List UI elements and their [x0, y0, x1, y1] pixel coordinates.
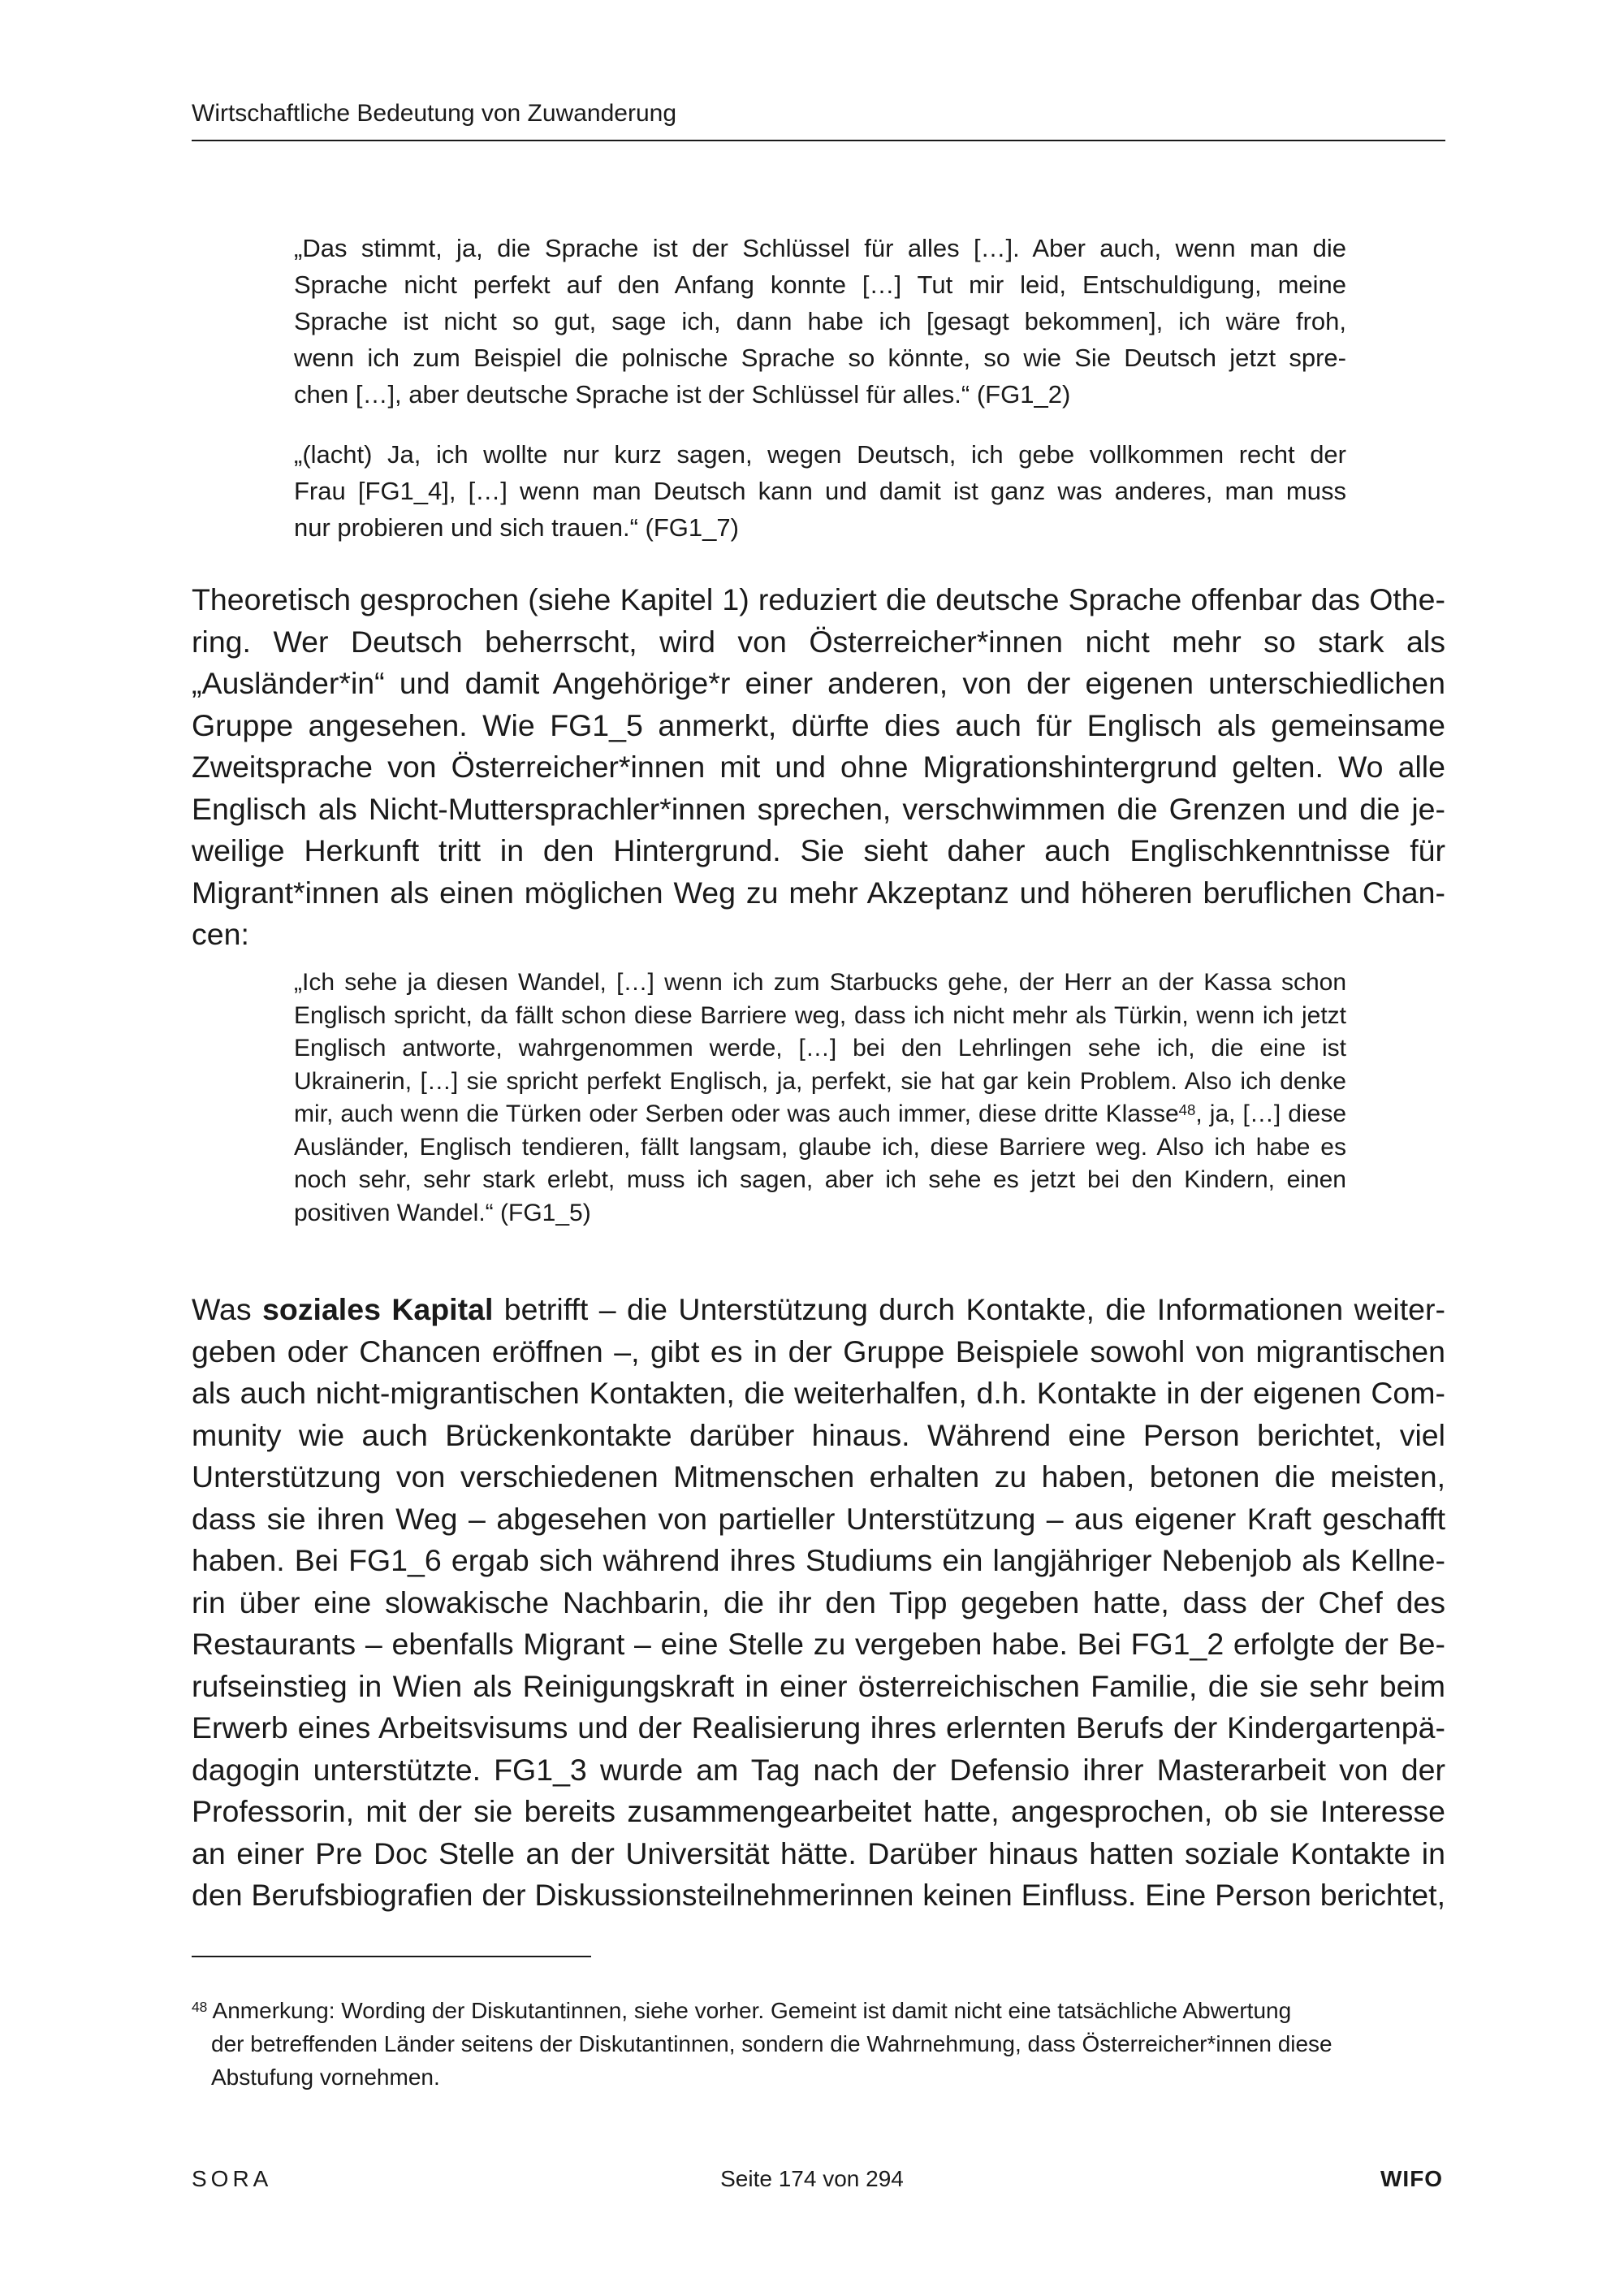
paragraph-text: betrifft – die Unterstützung durch Kontakte, die Informationen weiter-: [493, 1292, 1445, 1326]
footnote-text: Anmerkung: Wording der Diskutantinnen, siehe vorher. Gemeint ist damit nicht eine tatsächliche Abwertung: [207, 1998, 1292, 2023]
paragraph-line: dass sie ihren Weg – abgesehen von partieller Unterstützung – aus eigener Kraft geschafft: [192, 1501, 1445, 1536]
quote-line: Sprache ist nicht so gut, sage ich, dann habe ich [gesagt bekommen], ich wäre froh,: [294, 307, 1346, 335]
paragraph-line: dagogin unterstützte. FG1_3 wurde am Tag nach der Defensio ihrer Masterarbeit von der: [192, 1752, 1445, 1787]
paragraph-line: [192, 1289, 1445, 1331]
paragraph-line: an einer Pre Doc Stelle an der Universität hätte. Darüber hinaus hatten soziale Kontakte in: [192, 1836, 1445, 1870]
paragraph-line: Erwerb eines Arbeitsvisums und der Realisierung ihres erlernten Berufs der Kindergartenpä-: [192, 1710, 1445, 1745]
paragraph-line: munity wie auch Brückenkontakte darüber hinaus. Während eine Person berichtet, viel: [192, 1417, 1445, 1452]
quote-line: chen […], aber deutsche Sprache ist der Schlüssel für alles.“ (FG1_2): [294, 380, 1071, 409]
paragraph-line: geben oder Chancen eröffnen –, gibt es in der Gruppe Beispiele sowohl von migrantischen: [192, 1334, 1445, 1369]
paragraph-text: Was: [192, 1292, 263, 1326]
paragraph-line: rufseinstieg in Wien als Reinigungskraft in einer österreichischen Familie, die sie sehr beim: [192, 1668, 1445, 1703]
quote-text: , ja, […] diese Ausländer, Englisch tendieren, fällt langsam, glaube ich, diese Barriere weg. Also ich habe es noch sehr, sehr stark erlebt, muss ich sagen, aber ich sehe es jetzt bei den Kindern, einen positiven Wandel.“ (FG1_5): [294, 1100, 1347, 1226]
paragraph-line: Zweitsprache von Österreicher*innen mit und ohne Migrationshintergrund gelten. Wo alle: [192, 750, 1445, 784]
quote-fg1-5: [294, 966, 1346, 1230]
footer-sora-logo: SORA: [192, 2166, 273, 2191]
paragraph-line: als auch nicht-migrantischen Kontakten, die weiterhalfen, d.h. Kontakte in der eigenen Com-: [192, 1376, 1445, 1410]
footnote-line: der betreffenden Länder seitens der Diskutantinnen, sondern die Wahrnehmung, dass Österreicher*innen diese: [211, 2031, 1332, 2056]
quote-line: Sprache nicht perfekt auf den Anfang konnte […] Tut mir leid, Entschuldigung, meine: [294, 270, 1346, 299]
paragraph-line: „Ausländer*in“ und damit Angehörige*r einer anderen, von der eigenen unterschiedlichen: [192, 666, 1445, 700]
paragraph-line: Migrant*innen als einen möglichen Weg zu mehr Akzeptanz und höheren beruflichen Chan-: [192, 875, 1445, 910]
paragraph-line: Theoretisch gesprochen (siehe Kapitel 1) reduziert die deutsche Sprache offenbar das Othe-: [192, 582, 1445, 616]
footnote-48: [192, 1994, 1445, 2094]
quote-line: Frau [FG1_4], […] wenn man Deutsch kann und damit ist ganz was anderes, man muss: [294, 477, 1346, 505]
paragraph-line: Professorin, mit der sie bereits zusammengearbeitet hatte, angesprochen, ob sie Interesse: [192, 1794, 1445, 1828]
quote-fg1-7: [294, 436, 1346, 546]
body-paragraph-othering: [192, 579, 1445, 956]
paragraph-line: weilige Herkunft tritt in den Hintergrund. Sie sieht daher auch Englischkenntnisse für: [192, 833, 1445, 867]
quote-line: „Das stimmt, ja, die Sprache ist der Schlüssel für alles […]. Aber auch, wenn man die: [294, 234, 1346, 262]
quote-text: „Ich sehe ja diesen Wandel, […] wenn ich zum Starbucks gehe, der Herr an der Kassa schon Englisch spricht, da fällt schon diese Barriere weg, dass ich nicht mehr als Türkin, wenn ich jetzt Englisch antworte, wahrgenommen werde, […] bei den Lehrlingen sehe ich, die eine ist Ukrainerin, […] sie spricht perfekt Englisch, ja, perfekt, sie hat gar kein Problem. Also ich denke mir, auch wenn die Türken oder Serben oder was auch immer, diese dritte Klasse: [294, 969, 1346, 1127]
footnote-separator: [192, 1956, 591, 1957]
footnote-number: 48: [192, 1999, 208, 2016]
footnote-reference[interactable]: 48: [1178, 1100, 1196, 1118]
footnote-line: Abstufung vornehmen.: [211, 2065, 440, 2090]
bold-term: soziales Kapital: [262, 1292, 494, 1326]
quote-line: nur probieren und sich trauen.“ (FG1_7): [294, 513, 739, 542]
quote-line: wenn ich zum Beispiel die polnische Sprache so könnte, so wie Sie Deutsch jetzt spre-: [294, 344, 1346, 372]
running-header: Wirtschaftliche Bedeutung von Zuwanderung: [192, 96, 1445, 141]
paragraph-line: cen:: [192, 917, 249, 951]
body-paragraph-social-capital: [192, 1289, 1445, 1917]
paragraph-line: ring. Wer Deutsch beherrscht, wird von Österreicher*innen nicht mehr so stark als: [192, 624, 1445, 659]
paragraph-line: den Berufsbiografien der Diskussionsteilnehmerinnen keinen Einfluss. Eine Person berichtet,: [192, 1878, 1445, 1912]
paragraph-line: Restaurants – ebenfalls Migrant – eine Stelle zu vergeben habe. Bei FG1_2 erfolgte der Be-: [192, 1627, 1445, 1661]
paragraph-line: Englisch als Nicht-Muttersprachler*innen sprechen, verschwimmen die Grenzen und die je-: [192, 791, 1445, 826]
paragraph-line: rin über eine slowakische Nachbarin, die ihr den Tipp gegeben hatte, dass der Chef des: [192, 1585, 1445, 1619]
footer-wifo-logo: WIFO: [1380, 2166, 1444, 2191]
paragraph-line: Unterstützung von verschiedenen Mitmenschen erhalten zu haben, betonen die meisten,: [192, 1459, 1445, 1494]
quote-line: „(lacht) Ja, ich wollte nur kurz sagen, wegen Deutsch, ich gebe vollkommen recht der: [294, 440, 1346, 469]
paragraph-line: haben. Bei FG1_6 ergab sich während ihres Studiums ein langjähriger Nebenjob als Kellne-: [192, 1543, 1445, 1577]
page-number: Seite 174 von 294: [720, 2166, 904, 2191]
footnote-line: [192, 1994, 1445, 2027]
paragraph-line: Gruppe angesehen. Wie FG1_5 anmerkt, dürfte dies auch für Englisch als gemeinsame: [192, 707, 1445, 742]
quote-fg1-2: [294, 230, 1346, 413]
